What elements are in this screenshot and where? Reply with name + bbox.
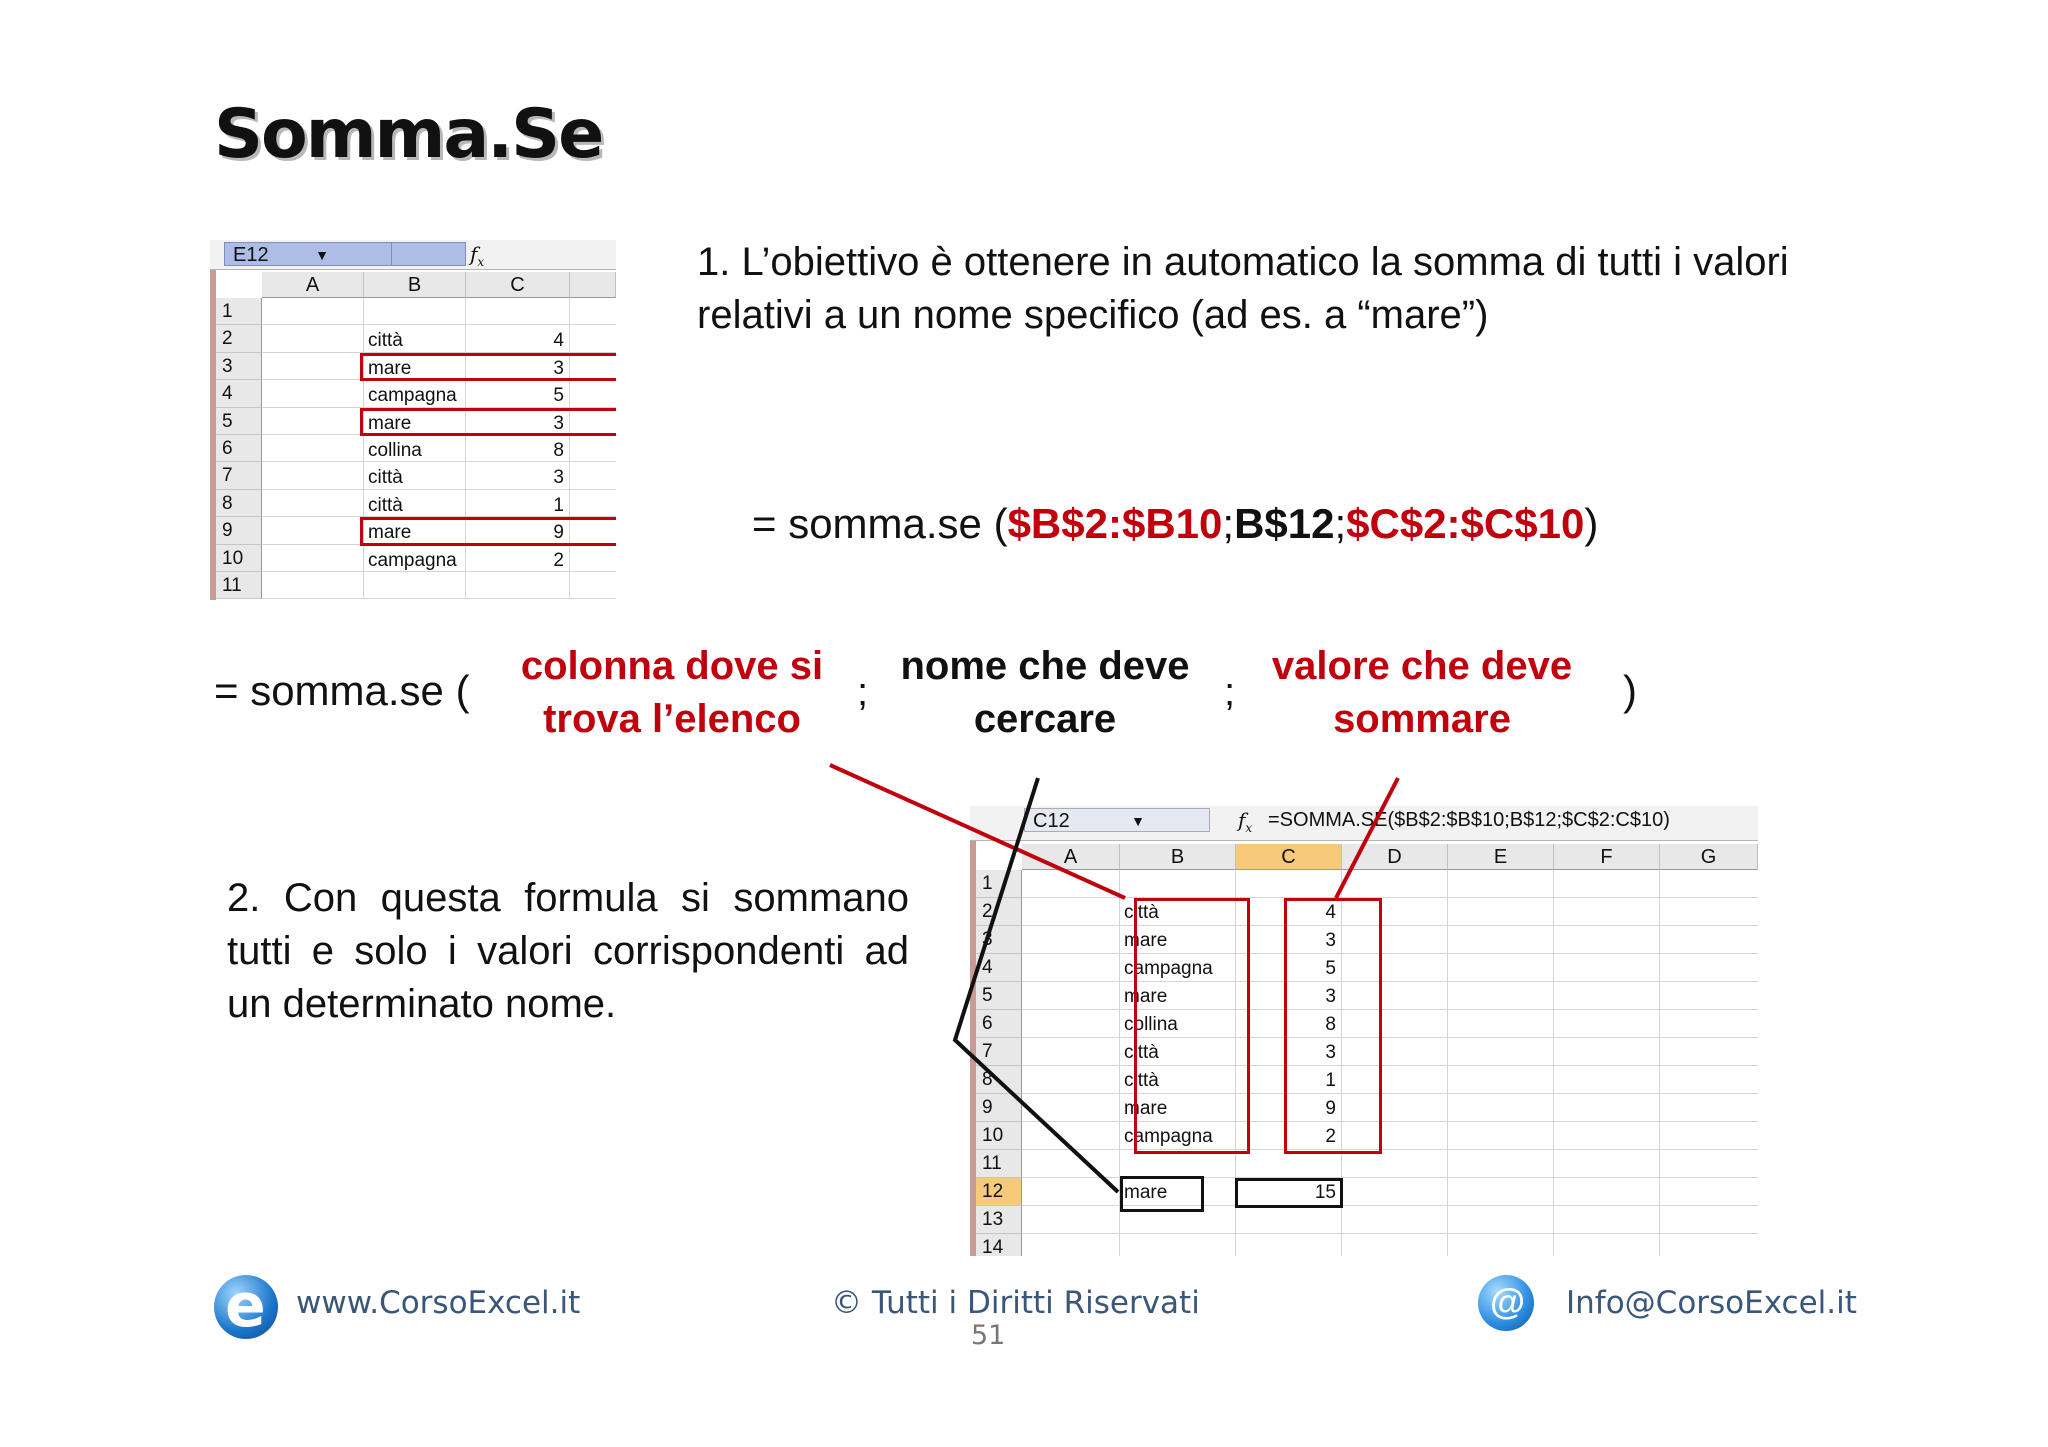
cell-name[interactable]: mare	[368, 522, 412, 544]
row-header[interactable]: 6	[976, 1010, 1022, 1038]
connector-range-names	[830, 765, 1125, 898]
formula-criteria: B$12	[1234, 500, 1335, 547]
cell-value[interactable]: 15	[1314, 1182, 1336, 1203]
row-header[interactable]: 3	[216, 353, 262, 380]
row-header[interactable]: 14	[976, 1234, 1022, 1256]
row-header[interactable]: 1	[976, 870, 1022, 898]
row-header[interactable]: 3	[976, 926, 1022, 954]
cell-value[interactable]: 3	[1325, 930, 1336, 951]
cell-value[interactable]: 5	[1325, 958, 1336, 979]
point-1-text: 1. L’obiettivo è ottenere in automatico la somma di tutti i valori relativi a un nome specifico (ad es. a “mare”)	[697, 240, 1789, 337]
cell-name[interactable]: campagna	[368, 385, 457, 407]
row-header[interactable]: 9	[976, 1094, 1022, 1122]
formula-text[interactable]: =SOMMA.SE($B$2:$B$10;B$12;$C$2:C$10)	[1268, 809, 1670, 831]
row-header[interactable]: 4	[976, 954, 1022, 982]
formula-range-values: $C$2:$C$10	[1346, 500, 1585, 547]
row-header[interactable]: 10	[216, 545, 262, 572]
cell-name[interactable]: campagna	[1124, 1126, 1213, 1147]
cell-name[interactable]: città	[1124, 902, 1159, 923]
cell-name[interactable]: campagna	[368, 549, 457, 571]
formula-prefix: = somma.se (	[752, 500, 1008, 547]
row-header[interactable]: 7	[216, 462, 262, 489]
cell-value[interactable]: 2	[553, 549, 564, 571]
column-header[interactable]: B	[1120, 844, 1236, 870]
cell-value[interactable]: 9	[1325, 1098, 1336, 1119]
cell-name[interactable]: mare	[1124, 986, 1168, 1007]
cell-name[interactable]: città	[1124, 1042, 1159, 1063]
row-header[interactable]: 2	[216, 325, 262, 352]
cell-name[interactable]: città	[368, 494, 403, 516]
name-box[interactable]: E12 ▼	[224, 242, 392, 266]
slide-title: Somma.Se	[214, 95, 603, 174]
cell-value[interactable]: 4	[1325, 902, 1336, 923]
cell-name[interactable]: mare	[1124, 930, 1168, 951]
explained-formula-suffix: )	[1623, 667, 1637, 714]
cell-value[interactable]: 8	[553, 440, 564, 461]
footer-copyright: © Tutti i Diritti Riservati	[831, 1285, 1200, 1321]
cell-value[interactable]: 9	[553, 522, 564, 544]
cell-value[interactable]: 3	[1325, 986, 1336, 1007]
row-header[interactable]: 4	[216, 380, 262, 407]
e-logo-icon: e	[214, 1275, 278, 1339]
row-header[interactable]: 13	[976, 1206, 1022, 1234]
fx-icon[interactable]: $f_x$	[1238, 808, 1253, 835]
cell-name[interactable]: città	[368, 330, 403, 352]
cell-name[interactable]: città	[1124, 1070, 1159, 1091]
row-header[interactable]: 5	[216, 408, 262, 435]
cell-value[interactable]: 1	[1325, 1070, 1336, 1091]
formula-sep: ;	[1222, 500, 1235, 547]
footer-email[interactable]: Info@CorsoExcel.it	[1566, 1285, 1857, 1321]
row-header[interactable]: 10	[976, 1122, 1022, 1150]
column-header[interactable]: A	[1022, 844, 1120, 870]
explain-criteria: nome che deve cercare	[900, 644, 1190, 741]
column-header[interactable]: C	[466, 272, 570, 298]
column-header[interactable]: E	[1448, 844, 1554, 870]
point-2-text: 2. Con questa formula si sommano tutti e solo i valori corrispondenti ad un determinato nome.	[227, 876, 909, 1026]
fx-icon[interactable]: $f_x$	[470, 242, 485, 269]
name-box[interactable]: C12 ▼	[1024, 808, 1210, 832]
connector-criteria	[955, 778, 1118, 1192]
row-header[interactable]: 5	[976, 982, 1022, 1010]
row-header[interactable]: 11	[976, 1150, 1022, 1178]
column-header[interactable]: G	[1660, 844, 1758, 870]
cell-value[interactable]: 2	[1325, 1126, 1336, 1147]
row-header[interactable]: 7	[976, 1038, 1022, 1066]
cell-name[interactable]: città	[368, 467, 403, 489]
row-header[interactable]: 12	[976, 1178, 1022, 1206]
page-number: 51	[971, 1320, 1006, 1351]
formula-suffix: )	[1584, 500, 1599, 547]
row-header[interactable]: 2	[976, 898, 1022, 926]
cell-value[interactable]: 4	[553, 330, 564, 352]
column-header[interactable]: C	[1236, 844, 1342, 870]
cell-name[interactable]: campagna	[1124, 958, 1213, 979]
formula-sep: ;	[1334, 500, 1347, 547]
cell-name[interactable]: collina	[1124, 1014, 1178, 1035]
cell-value[interactable]: 3	[553, 467, 564, 489]
explain-sep: ;	[1224, 670, 1236, 714]
cell-value[interactable]: 3	[1325, 1042, 1336, 1063]
row-header[interactable]: 8	[976, 1066, 1022, 1094]
cell-name[interactable]: mare	[368, 412, 412, 434]
explain-range-values: valore che deve sommare	[1271, 644, 1573, 741]
explain-range-names: colonna dove si trova l’elenco	[520, 644, 824, 741]
cell-value[interactable]: 1	[553, 494, 564, 516]
row-header[interactable]: 11	[216, 572, 262, 599]
column-header[interactable]: F	[1554, 844, 1660, 870]
cell-value[interactable]: 3	[553, 357, 564, 379]
column-header[interactable]: A	[262, 272, 364, 298]
row-header[interactable]: 6	[216, 435, 262, 462]
cell-value[interactable]: 3	[553, 412, 564, 434]
cell-name[interactable]: mare	[1124, 1182, 1168, 1203]
at-icon: @	[1478, 1275, 1534, 1331]
column-header[interactable]: B	[364, 272, 466, 298]
connector-range-values	[1336, 778, 1398, 898]
cell-name[interactable]: mare	[368, 357, 412, 379]
footer-website[interactable]: www.CorsoExcel.it	[296, 1285, 581, 1321]
row-header[interactable]: 9	[216, 517, 262, 544]
column-header[interactable]: D	[1342, 844, 1448, 870]
cell-name[interactable]: mare	[1124, 1098, 1168, 1119]
explain-sep: ;	[857, 670, 869, 714]
cell-name[interactable]: collina	[368, 440, 422, 461]
formula-range-names: $B$2:$B10	[1007, 500, 1223, 547]
explained-formula-prefix: = somma.se (	[214, 667, 470, 714]
cell-value[interactable]: 5	[553, 385, 564, 407]
row-header[interactable]: 8	[216, 490, 262, 517]
cell-value[interactable]: 8	[1325, 1014, 1336, 1035]
row-header[interactable]: 1	[216, 298, 262, 325]
